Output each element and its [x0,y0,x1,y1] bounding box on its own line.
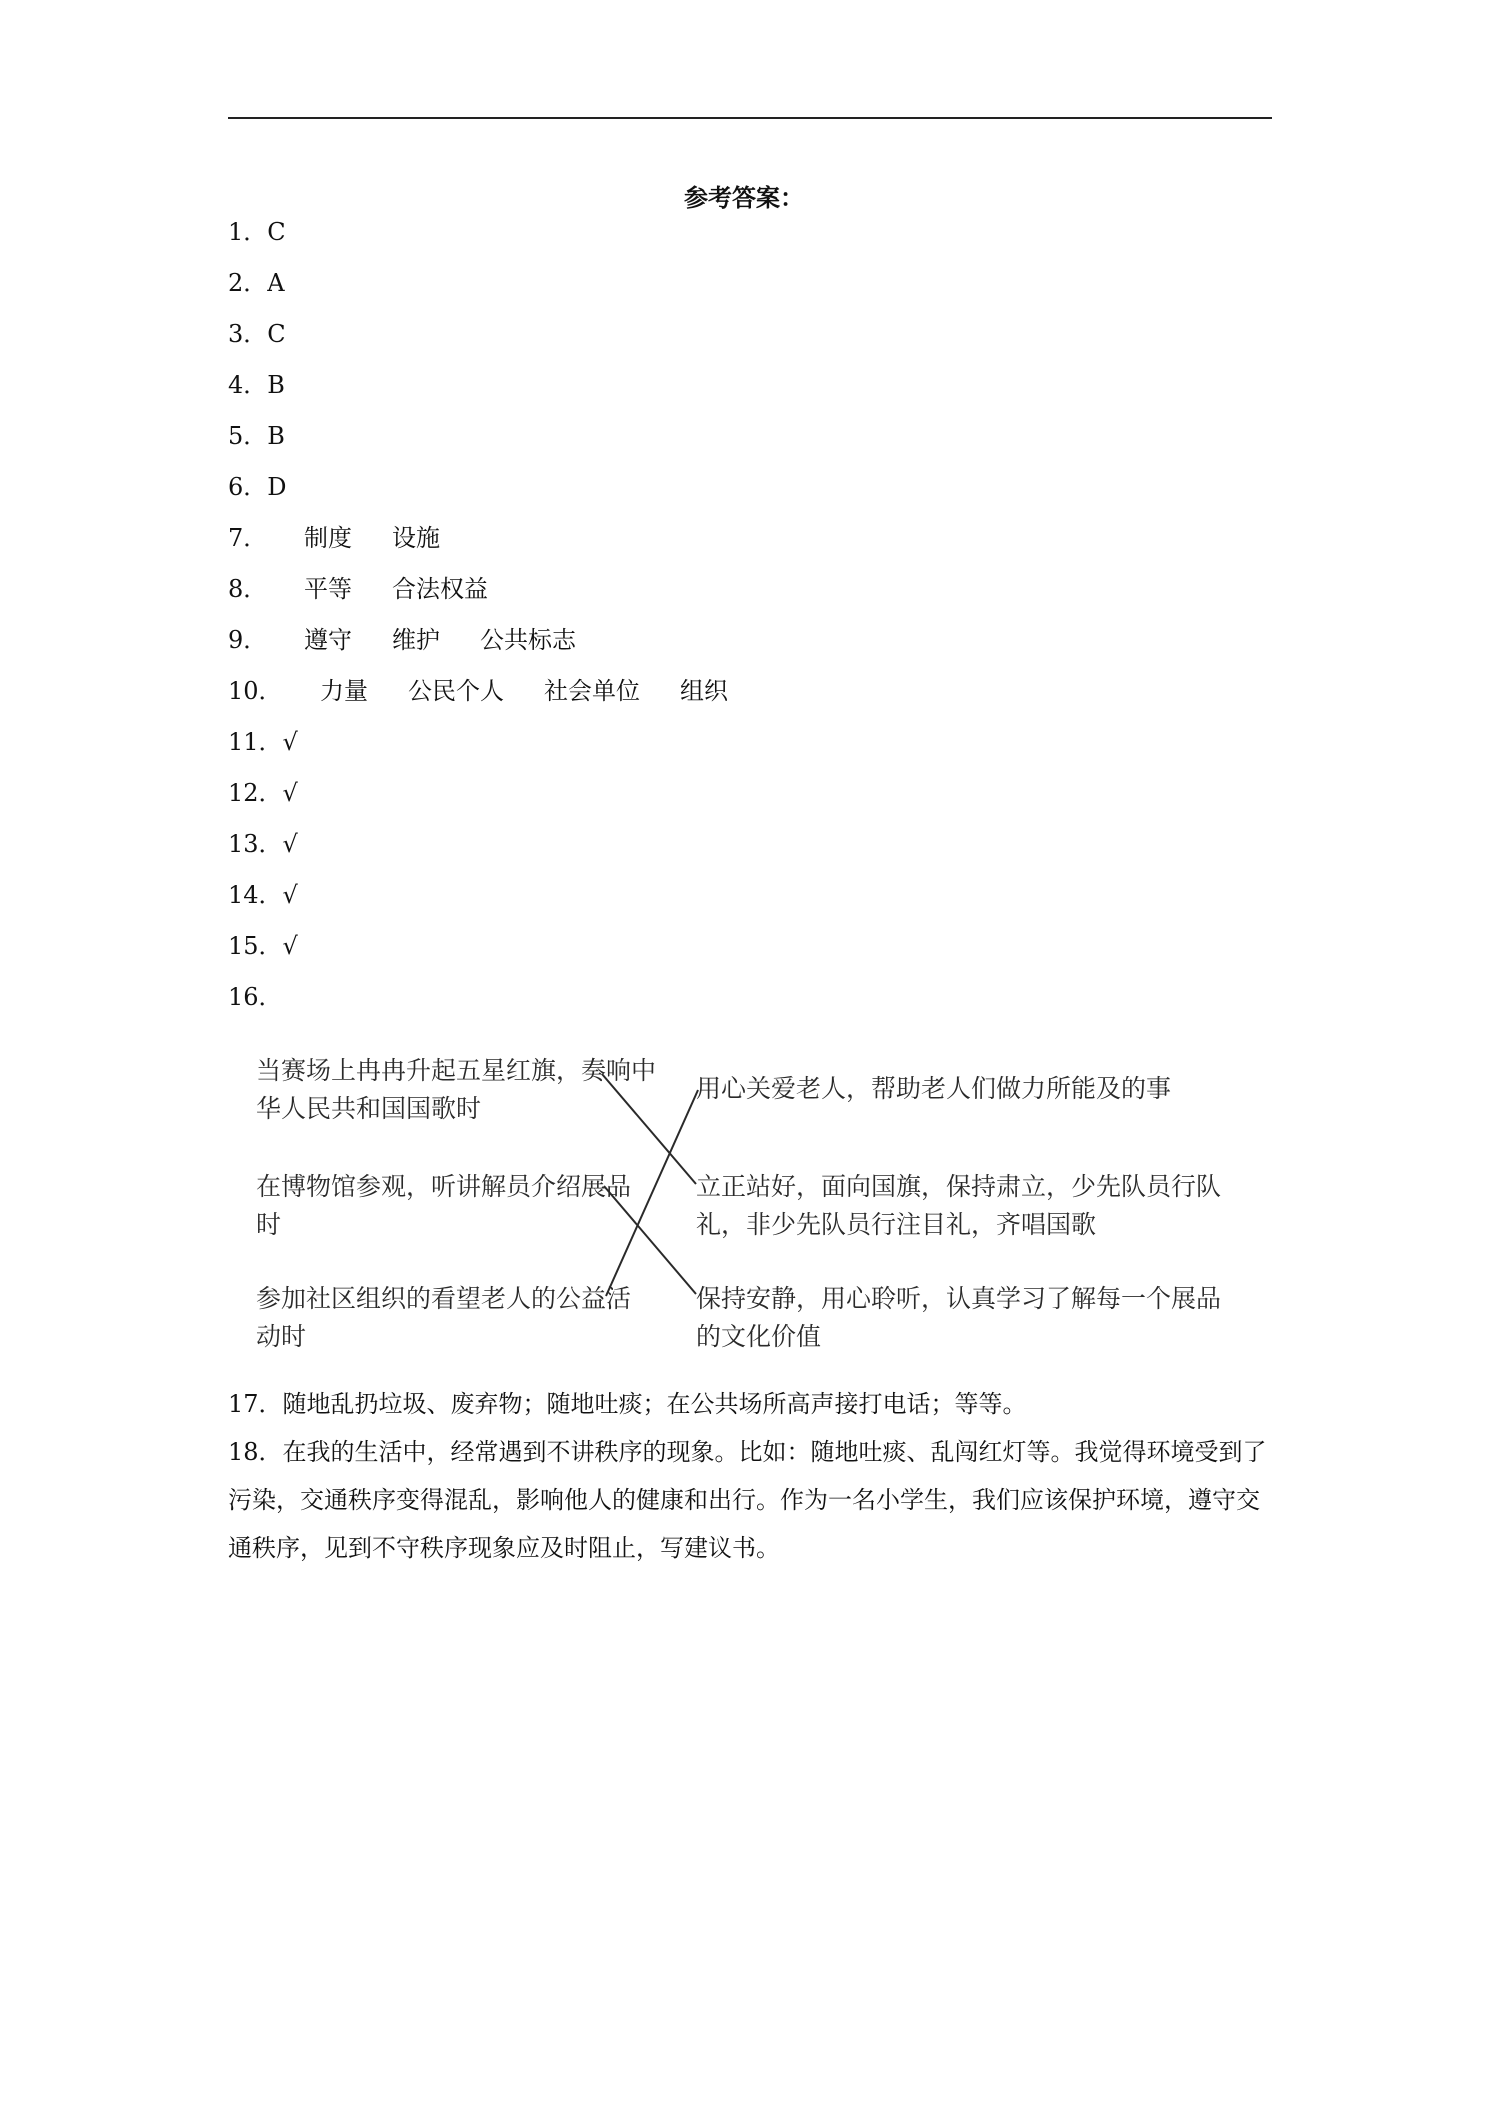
match-left-3: 参加社区组织的看望老人的公益活动时 [256,1284,632,1351]
answer-5: 5．B [228,422,285,450]
answer-3: 3．C [228,320,286,348]
answer-18: 18．在我的生活中，经常遇到不讲秩序的现象。比如：随地吐痰、乱闯红灯等。我觉得环境受到了污染，交通秩序变得混乱，影响他人的健康和出行。作为一名小学生，我们应该保护环境，遵守交通秩序，见到不守秩序现象应及时阻止，写建议书。 [228,1438,1267,1562]
answer-17: 17．随地乱扔垃圾、废弃物；随地吐痰；在公共场所高声接打电话；等等。 [228,1390,1027,1418]
match-left-1: 当赛场上冉冉升起五星红旗，奏响中华人民共和国国歌时 [256,1056,657,1123]
connector-line-2 [604,1186,696,1294]
answer-16-label: 16． [228,983,283,1011]
answer-12: 12．√ [228,779,298,807]
answer-14: 14．√ [228,881,298,909]
answer-15: 15．√ [228,932,298,960]
answer-9: 9． 遵守 维护 公共标志 [228,626,576,654]
answer-7: 7． 制度 设施 [228,524,440,552]
connector-line-1 [602,1074,696,1184]
answer-4: 4．B [228,371,285,399]
answer-13: 13．√ [228,830,298,858]
matching-diagram [240,1048,1250,1358]
match-right-2: 立正站好，面向国旗，保持肃立，少先队员行队礼，非少先队员行注目礼，齐唱国歌 [696,1172,1222,1239]
match-left-2: 在博物馆参观，听讲解员介绍展品时 [256,1172,632,1239]
header-rule [228,117,1272,119]
connector-line-3 [606,1090,698,1296]
page-title: 参考答案： [684,183,804,212]
answer-8: 8． 平等 合法权益 [228,575,488,603]
answer-1: 1．C [228,218,286,246]
answer-11: 11．√ [228,728,298,756]
answer-2: 2．A [228,269,285,297]
match-right-1: 用心关爱老人，帮助老人们做力所能及的事 [696,1074,1172,1103]
connector-lines [240,1048,1250,1358]
answer-10: 10． 力量 公民个人 社会单位 组织 [228,677,728,705]
match-right-3: 保持安静，用心聆听，认真学习了解每一个展品的文化价值 [696,1284,1222,1351]
answer-6: 6．D [228,473,287,501]
